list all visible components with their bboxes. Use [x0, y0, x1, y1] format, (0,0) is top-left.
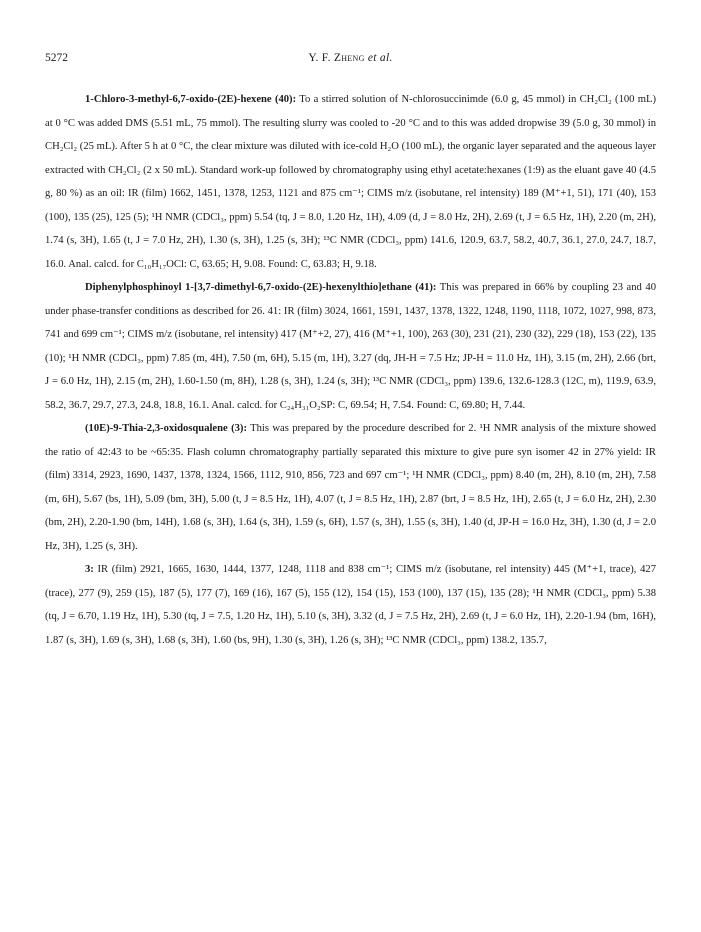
running-head — [45, 52, 656, 64]
paragraph-text: To a stirred solution of N-chlorosuccinimde (6.0 g, 45 mmol) in CH₂Cl₂ (100 mL) at 0 °C was added DMS (5.51 mL, 75 mmol). The resulting slurry was cooled to -20 °C and to this was added dropwise 39 (5.0 g, 30 mmol) in CH₂Cl₂ (25 mL). After 5 h at 0 °C, the clear mixture was diluted with ice-cold H₂O (100 mL), the organic layer separated and the aqueous layer extracted with CH₂Cl₂ (2 x 50 mL). Standard work-up followed by chromatography using ethyl acetate:hexanes (1:9) as the eluant gave 40 (4.5 g, 80 %) as an oil: IR (film) 1662, 1451, 1378, 1253, 1121 and 875 cm⁻¹; CIMS m/z (isobutane, rel intensity) 189 (M⁺+1, 51), 171 (40), 153 (100), 135 (25), 125 (5); ¹H NMR (CDCl₃, ppm) 5.54 (tq, J = 8.0, 1.20 Hz, 1H), 4.09 (d, J = 8.0 Hz, 2H), 2.69 (t, J = 6.5 Hz, 1H), 2.20 (m, 2H), 1.74 (s, 3H), 1.65 (t, J = 7.0 Hz, 2H), 1.30 (s, 3H), 1.25 (s, 3H); ¹³C NMR (CDCl₃, ppm) 141.6, 120.9, 63.7, 58.2, 40.7, 36.1, 27.0, 24.7, 18.7, 16.0. Anal. calcd. for C₁₀H₁₇OCl: C, 63.65; H, 9.08. Found: C, 63.83; H, 9.18. — [45, 94, 656, 270]
compound-title: 3: — [85, 564, 94, 575]
paragraph-compound-3 — [45, 417, 656, 558]
paragraph-compound-41 — [45, 276, 656, 417]
paragraph-text: This was prepared by the procedure described for 2. ¹H NMR analysis of the mixture showed the ratio of 42:43 to be ~65:35. Flash column chromatography partially separated this mixture to give pure syn isomer 42 in 27% yield: IR (film) 3314, 2923, 1690, 1437, 1378, 1324, 1566, 1112, 910, 856, 723 and 697 cm⁻¹; ¹H NMR (CDCl₃, ppm) 8.40 (m, 2H), 8.10 (m, 2H), 7.58 (m, 6H), 5.67 (bs, 1H), 5.09 (bm, 3H), 5.00 (t, J = 8.5 Hz, 1H), 4.07 (t, J = 8.5 Hz, 1H), 2.87 (brt, J = 8.5 Hz, 1H), 2.65 (t, J = 6.0 Hz, 2H), 2.30 (bm, 2H), 2.20-1.90 (bm, 14H), 1.68 (s, 3H), 1.64 (s, 3H), 1.59 (s, 6H), 1.57 (s, 3H), 1.55 (s, 3H), 1.40 (d, JP-H = 16.0 Hz, 3H), 1.30 (d, J = 2.0 Hz, 3H), 1.25 (s, 3H). — [45, 423, 656, 552]
author-suffix: et al. — [364, 52, 393, 64]
page-header — [45, 52, 656, 68]
compound-title: (10E)-9-Thia-2,3-oxidosqualene (3): — [85, 423, 247, 434]
paragraph-compound-40 — [45, 88, 656, 276]
article-body — [45, 88, 656, 652]
paragraph-text: IR (film) 2921, 1665, 1630, 1444, 1377, 1248, 1118 and 838 cm⁻¹; CIMS m/z (isobutane, rel intensity) 445 (M⁺+1, trace), 427 (trace), 277 (9), 259 (15), 187 (5), 177 (7), 169 (16), 167 (5), 155 (12), 154 (15), 153 (100), 137 (15), 135 (28); ¹H NMR (CDCl₃, ppm) 5.38 (tq, J = 6.70, 1.19 Hz, 1H), 5.30 (tq, J = 7.5, 1.20 Hz, 1H), 5.10 (s, 3H), 3.32 (d, J = 7.5 Hz, 2H), 2.69 (t, J = 6.0 Hz, 1H), 2.20-1.94 (bm, 16H), 1.87 (s, 3H), 1.69 (s, 3H), 1.68 (s, 3H), 1.60 (bs, 9H), 1.30 (s, 3H), 1.26 (s, 3H); ¹³C NMR (CDCl₃, ppm) 138.2, 135.7, — [45, 564, 656, 646]
paragraph-text: This was prepared in 66% by coupling 23 and 40 under phase-transfer conditions as described for 26. 41: IR (film) 3024, 1661, 1591, 1437, 1378, 1322, 1248, 1190, 1118, 1072, 1027, 998, 873, 741 and 699 cm⁻¹; CIMS m/z (isobutane, rel intensity) 417 (M⁺+2, 27), 416 (M⁺+1, 100), 263 (30), 231 (21), 230 (32), 229 (18), 153 (22), 135 (10); ¹H NMR (CDCl₃, ppm) 7.85 (m, 4H), 7.50 (m, 6H), 5.15 (m, 1H), 3.27 (dq, JH-H = 7.5 Hz; JP-H = 11.0 Hz, 1H), 3.15 (m, 2H), 2.66 (brt, J = 6.0 Hz, 1H), 2.15 (m, 2H), 1.60-1.50 (m, 8H), 1.28 (s, 3H), 1.24 (s, 3H); ¹³C NMR (CDCl₃, ppm) 139.6, 132.6-128.3 (12C, m), 119.9, 63.9, 58.2, 36.7, 29.7, 27.3, 24.8, 18.8, 16.1. Anal. calcd. for C₂₄H₃₁O₂SP: C, 69.54; H, 7.54. Found: C, 69.80; H, 7.44. — [45, 282, 657, 411]
compound-title: 1-Chloro-3-methyl-6,7-oxido-(2E)-hexene (40): — [85, 94, 297, 105]
author-main: Y. F. Z — [308, 52, 342, 64]
paragraph-compound-3-data — [45, 558, 656, 652]
page-number: 5272 — [45, 52, 68, 64]
compound-title: Diphenylphosphinoyl 1-[3,7-dimethyl-6,7-oxido-(2E)-hexenylthio]ethane (41): — [85, 282, 437, 293]
author-smallcaps: heng — [341, 52, 365, 64]
